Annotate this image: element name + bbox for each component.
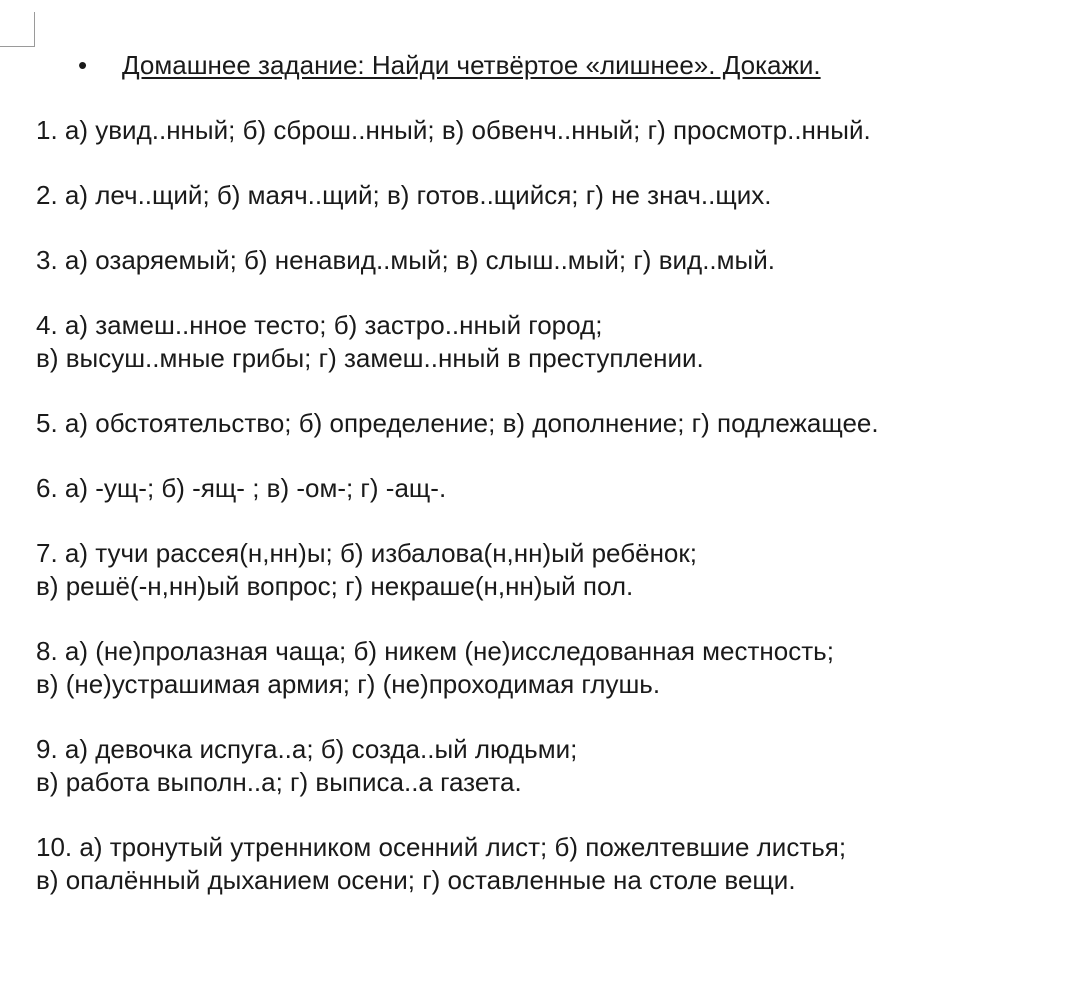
task-line: в) решё(-н,нн)ый вопрос; г) некраше(н,нн)ый пол. bbox=[36, 571, 634, 601]
task-line: 4. а) замеш..нное тесто; б) застро..нный город; bbox=[36, 310, 603, 340]
task-item bbox=[36, 309, 1066, 375]
task-list bbox=[36, 114, 1066, 929]
task-item bbox=[36, 407, 1066, 440]
task-line: 5. а) обстоятельство; б) определение; в) дополнение; г) подлежащее. bbox=[36, 408, 879, 438]
task-item bbox=[36, 831, 1066, 897]
task-line: 8. а) (не)пролазная чаща; б) никем (не)исследованная местность; bbox=[36, 636, 834, 666]
task-item bbox=[36, 635, 1066, 701]
task-item bbox=[36, 537, 1066, 603]
task-line: 10. а) тронутый утренником осенний лист; б) пожелтевшие листья; bbox=[36, 832, 847, 862]
task-line: 2. а) леч..щий; б) маяч..щий; в) готов..щийся; г) не знач..щих. bbox=[36, 180, 772, 210]
heading-text: Домашнее задание: Найди четвёртое «лишнее». Докажи. bbox=[122, 50, 821, 80]
task-line: 9. а) девочка испуга..а; б) созда..ый людьми; bbox=[36, 734, 578, 764]
page-corner-mark bbox=[0, 12, 35, 47]
task-line: в) опалённый дыханием осени; г) оставленные на столе вещи. bbox=[36, 865, 796, 895]
task-item bbox=[36, 114, 1066, 147]
task-line: 7. а) тучи рассея(н,нн)ы; б) избалова(н,нн)ый ребёнок; bbox=[36, 538, 697, 568]
bullet-icon: • bbox=[78, 50, 88, 80]
task-line: 3. а) озаряемый; б) ненавид..мый; в) слыш..мый; г) вид..мый. bbox=[36, 245, 775, 275]
task-line: 6. а) -ущ-; б) -ящ- ; в) -ом-; г) -ащ-. bbox=[36, 473, 447, 503]
task-item bbox=[36, 179, 1066, 212]
task-line: в) работа выполн..а; г) выписа..а газета. bbox=[36, 767, 522, 797]
task-item bbox=[36, 472, 1066, 505]
task-item bbox=[36, 733, 1066, 799]
task-line: в) (не)устрашимая армия; г) (не)проходимая глушь. bbox=[36, 669, 661, 699]
task-line: в) высуш..мные грибы; г) замеш..нный в преступлении. bbox=[36, 343, 704, 373]
homework-heading bbox=[78, 48, 821, 82]
task-line: 1. а) увид..нный; б) сброш..нный; в) обвенч..нный; г) просмотр..нный. bbox=[36, 115, 871, 145]
task-item bbox=[36, 244, 1066, 277]
